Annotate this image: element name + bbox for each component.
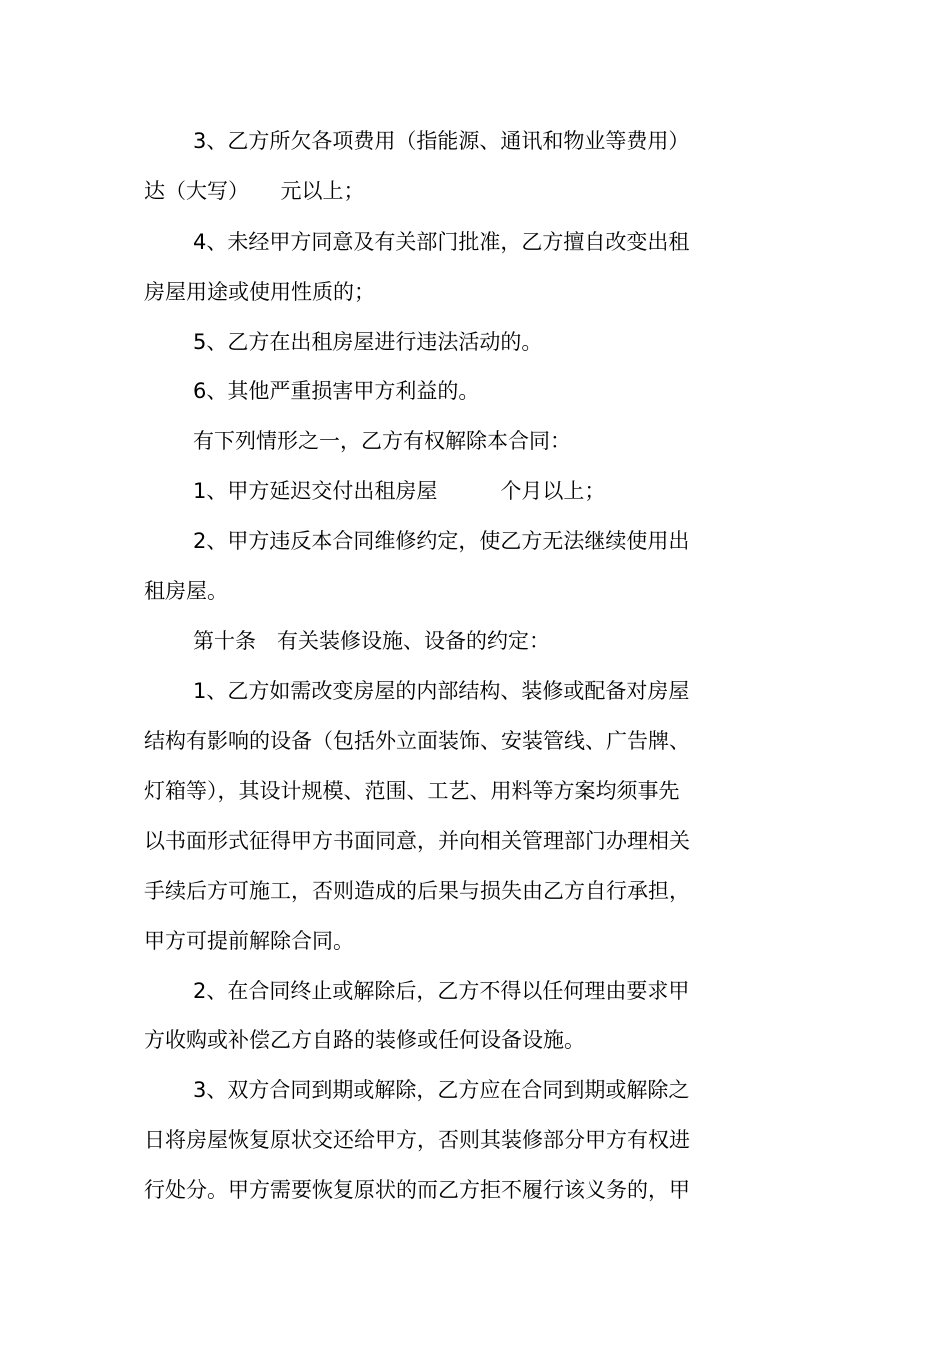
article-10-clause-2-line-1: 2、在合同终止或解除后，乙方不得以任何理由要求甲 (193, 979, 690, 1003)
article-10-clause-1-line-1: 1、乙方如需改变房屋的内部结构、装修或配备对房屋 (193, 679, 690, 703)
clause-3-line-1: 3、乙方所欠各项费用（指能源、通讯和物业等费用） (193, 129, 690, 153)
tenant-clause-2-line-1: 2、甲方违反本合同维修约定，使乙方无法继续使用出 (193, 529, 690, 553)
tenant-termination-intro: 有下列情形之一，乙方有权解除本合同： (193, 429, 571, 453)
clause-5-line: 5、乙方在出租房屋进行违法活动的。 (193, 330, 543, 354)
article-10-clause-3-line-2: 日将房屋恢复原状交还给甲方，否则其装修部分甲方有权进 (144, 1128, 690, 1152)
article-10-clause-2-line-2: 方收购或补偿乙方自路的装修或任何设备设施。 (144, 1028, 585, 1052)
clause-6-line: 6、其他严重损害甲方利益的。 (193, 379, 480, 403)
article-10-clause-1-line-2: 结构有影响的设备（包括外立面装饰、安装管线、广告牌、 (144, 729, 690, 753)
tenant-clause-1-line: 1、甲方延迟交付出租房屋 个月以上； (193, 479, 606, 503)
article-10-clause-1-line-4: 以书面形式征得甲方书面同意，并向相关管理部门办理相关 (144, 829, 690, 853)
article-10-clause-1-line-5: 手续后方可施工，否则造成的后果与损失由乙方自行承担， (144, 879, 690, 903)
clause-3-line-2: 达（大写） 元以上； (144, 179, 365, 203)
article-10-clause-1-line-6: 甲方可提前解除合同。 (144, 929, 354, 953)
clause-4-line-2: 房屋用途或使用性质的； (144, 280, 375, 304)
article-10-clause-3-line-1: 3、双方合同到期或解除，乙方应在合同到期或解除之 (193, 1078, 690, 1102)
tenant-clause-2-line-2: 租房屋。 (144, 579, 228, 603)
article-10-clause-3-line-3: 行处分。甲方需要恢复原状的而乙方拒不履行该义务的，甲 (144, 1178, 690, 1202)
article-10-heading: 第十条 有关装修设施、设备的约定： (193, 629, 550, 653)
clause-4-line-1: 4、未经甲方同意及有关部门批准，乙方擅自改变出租 (193, 230, 690, 254)
article-10-clause-1-line-3: 灯箱等），其设计规模、范围、工艺、用料等方案均须事先 (144, 779, 680, 803)
